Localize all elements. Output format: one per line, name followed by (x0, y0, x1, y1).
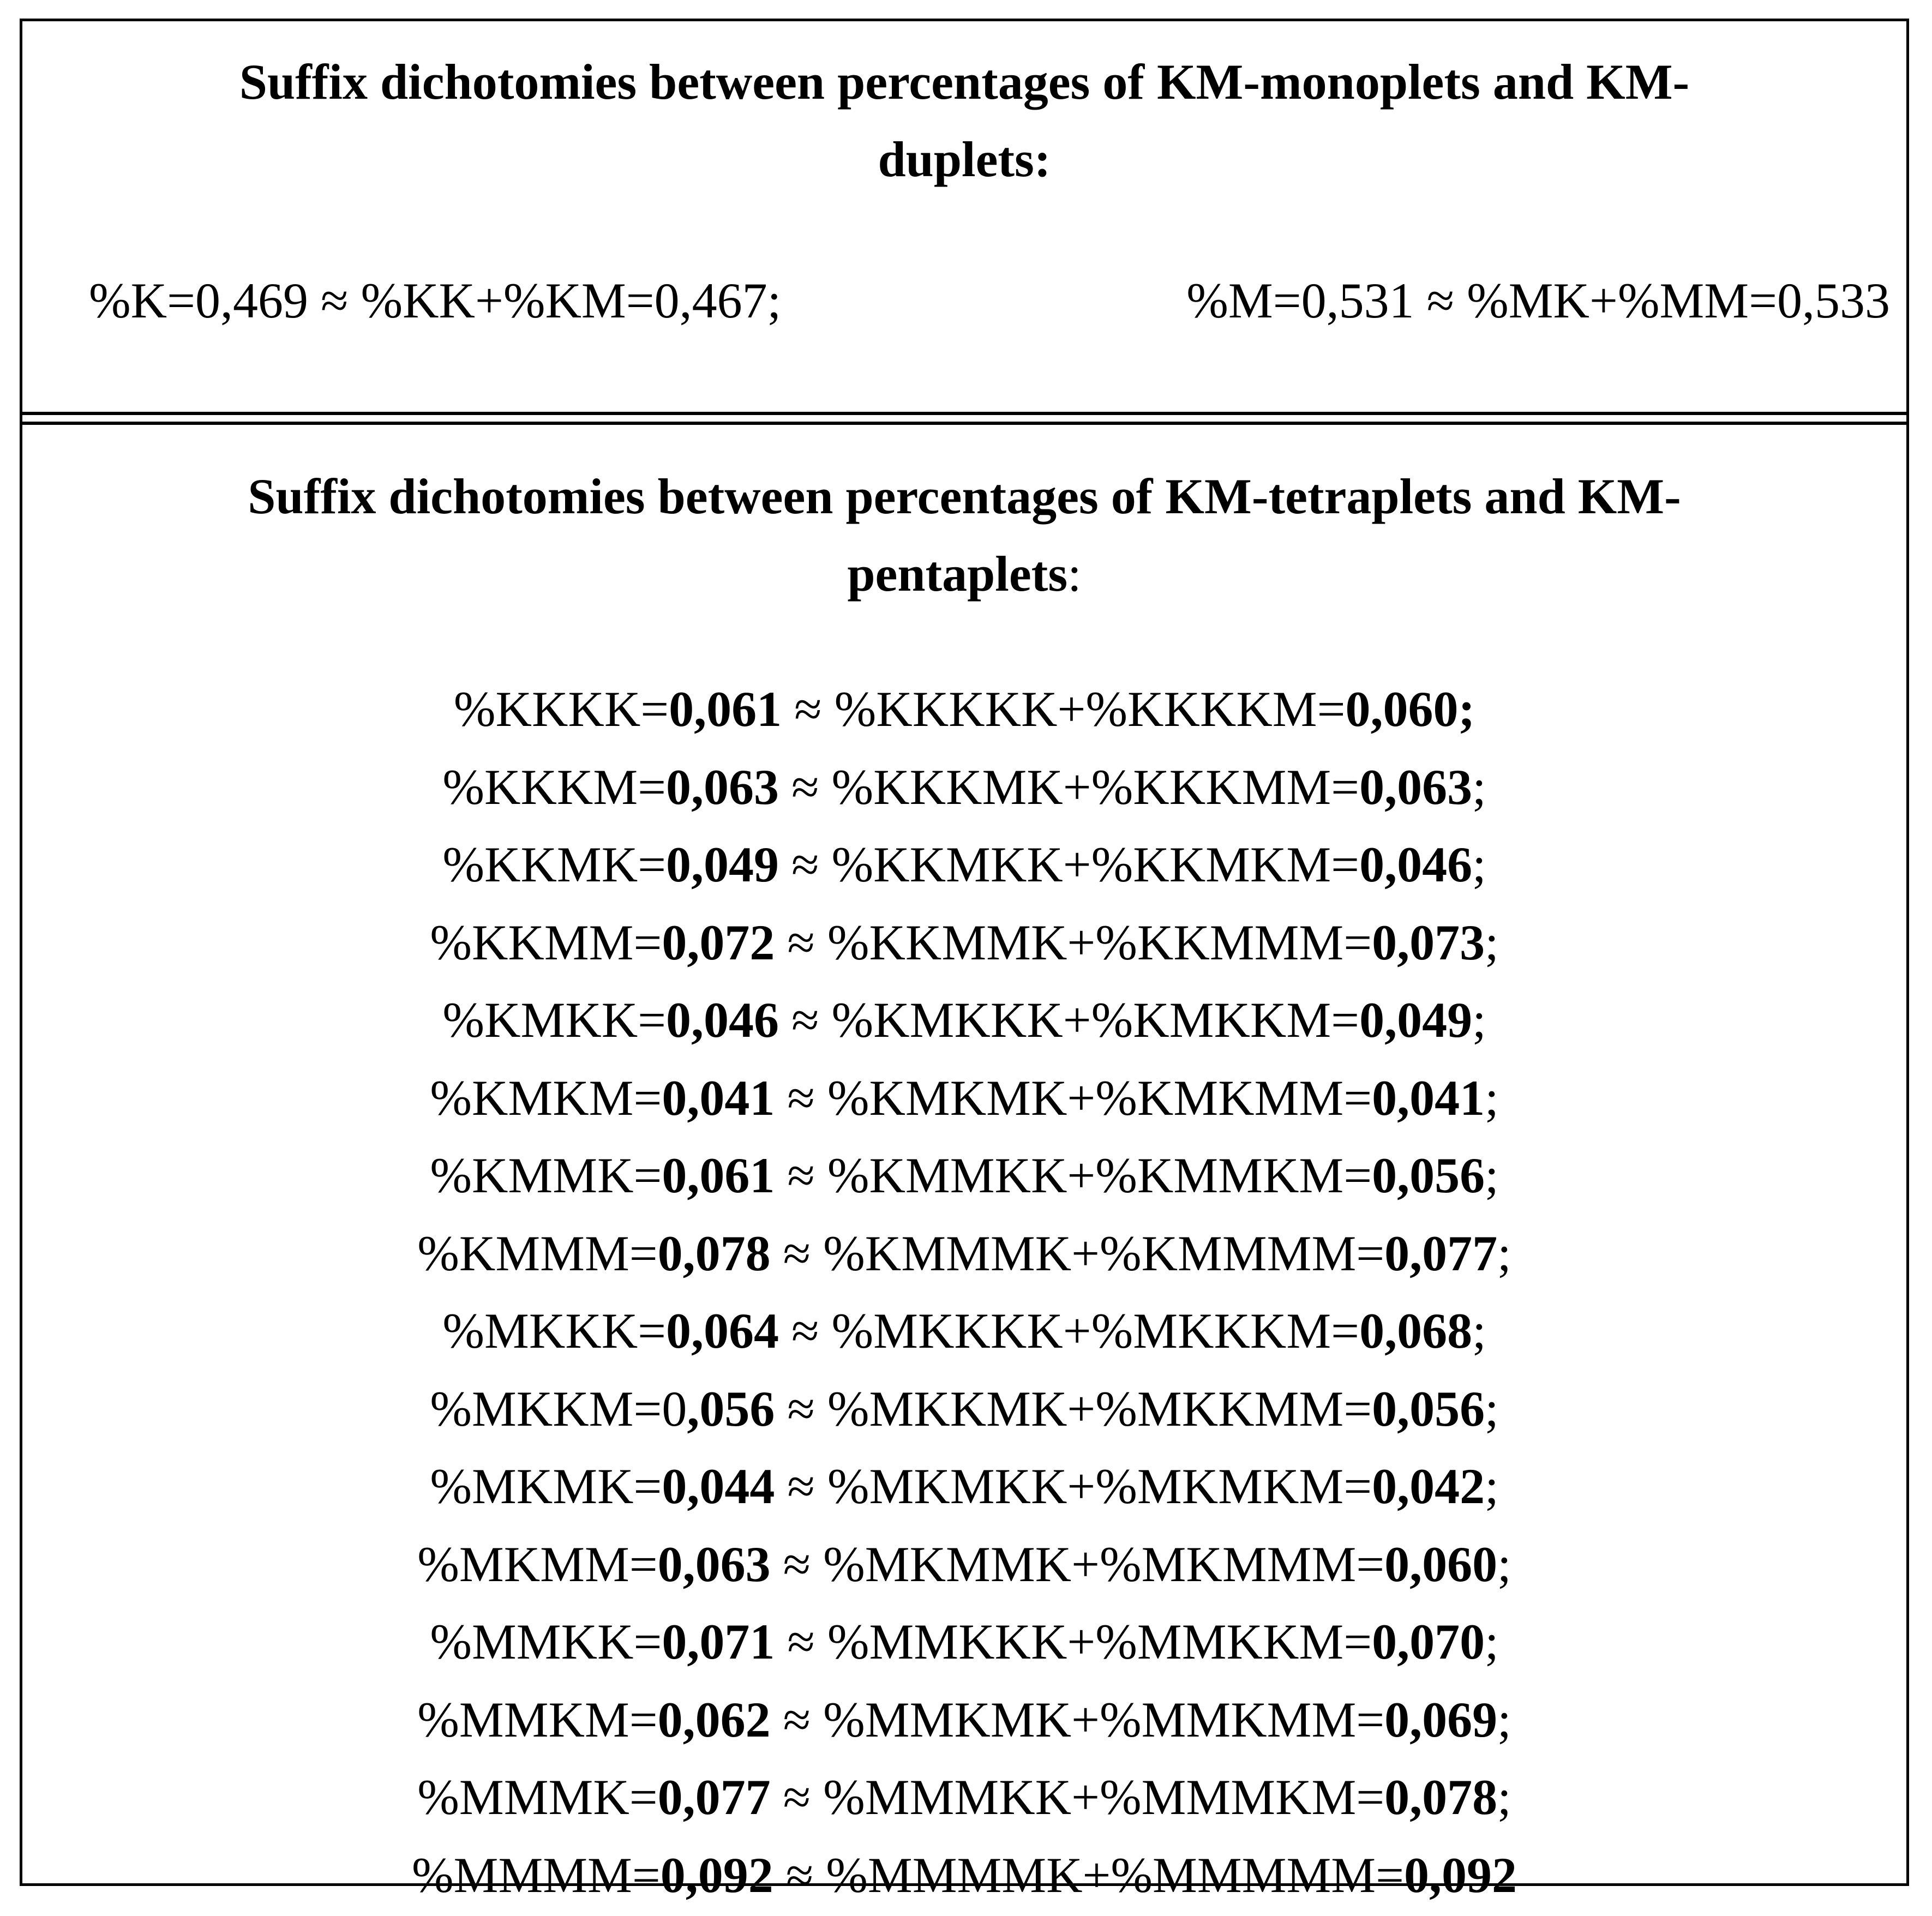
approx-symbol: ≈ (787, 1070, 815, 1126)
pentaplets-heading-line2 (22, 535, 1906, 612)
pentaplets-heading-word: pentaplets (847, 546, 1068, 602)
formula-end: ; (1497, 1769, 1511, 1825)
formula-rhs-value: 0,070 (1372, 1614, 1485, 1669)
formula-lhs-value: 0,046 (666, 992, 779, 1048)
formula-end: ; (1472, 837, 1486, 892)
formula-rhs-value: 0,056 (1372, 1148, 1485, 1203)
formula-lhs: %KKKM= (442, 759, 667, 815)
formula-lhs: %MMKM= (417, 1691, 658, 1747)
formula-row (22, 1447, 1906, 1525)
formula-lhs-value: 0,092 (660, 1847, 773, 1903)
formula-rhs-value: 0,068 (1359, 1303, 1473, 1359)
approx-symbol: ≈ (787, 914, 815, 970)
formula-rhs: %KMKMK+%KMKMM= (827, 1070, 1372, 1126)
formula-end: ; (1485, 914, 1499, 970)
formula-rhs: %MKMMK+%MKMMM= (823, 1536, 1385, 1592)
formula-lhs: %KMKM= (430, 1070, 662, 1126)
approx-symbol: ≈ (787, 1458, 815, 1514)
formula-row (22, 1292, 1906, 1370)
formula-rhs: %KKMKK+%KKMKM= (831, 837, 1360, 892)
formula-lhs: %MMMM= (412, 1847, 661, 1903)
formula-lhs-value: 0,061 (662, 1148, 775, 1203)
formula-lhs: %MKKK= (442, 1303, 667, 1359)
formula-rhs-value: 0,077 (1384, 1225, 1498, 1281)
formula-rhs-value: 0,078 (1384, 1769, 1498, 1825)
formula-row (22, 1836, 1906, 1914)
formula-list (22, 670, 1906, 1914)
approx-symbol: ≈ (791, 759, 819, 815)
formula-end: ; (1472, 992, 1486, 1048)
approx-symbol: ≈ (783, 1691, 811, 1747)
formula-row (22, 748, 1906, 826)
formula-rhs: %KMMMK+%KMMMM= (823, 1225, 1385, 1281)
approx-symbol: ≈ (783, 1225, 811, 1281)
formula-row (22, 904, 1906, 982)
formula-rhs: %KKMMK+%KKMMM= (827, 914, 1372, 970)
formula-lhs-value: 0,049 (666, 837, 779, 892)
formula-rhs-value: 0,060 (1384, 1536, 1498, 1592)
formula-row (22, 1059, 1906, 1137)
formula-row (22, 1681, 1906, 1759)
formula-lhs-value: 0,071 (662, 1614, 775, 1669)
duplets-heading-line2: duplets: (878, 131, 1051, 187)
formula-end: ; (1485, 1148, 1499, 1203)
formula-rhs: %KKKKK+%KKKKM= (834, 681, 1346, 737)
formula-row (22, 1603, 1906, 1681)
formula-lhs: %KMMM= (417, 1225, 658, 1281)
formula-rhs: %MMMMK+%MMMMM= (826, 1847, 1404, 1903)
formula-rhs-value: 0,049 (1359, 992, 1473, 1048)
pentaplets-heading (22, 458, 1906, 612)
formula-rhs-value: 0,042 (1372, 1458, 1485, 1514)
pentaplets-heading-line1: Suffix dichotomies between percentages of KM-tetraplets and KM- (248, 469, 1681, 524)
formula-rhs-value: 0,041 (1372, 1070, 1485, 1126)
approx-symbol: ≈ (791, 992, 819, 1048)
formula-rhs: %MKKMK+%MKKMM= (827, 1380, 1372, 1437)
formula-row (22, 1525, 1906, 1603)
formula-row (22, 1215, 1906, 1293)
formula-lhs-value: 0,063 (666, 759, 779, 815)
formula-lhs: %KMMK= (430, 1148, 662, 1203)
table-frame (20, 19, 1909, 1903)
formula-rhs: %KKKMK+%KKKMM= (831, 759, 1360, 815)
formula-rhs: %KMKKK+%KMKKM= (831, 992, 1360, 1048)
formula-row (22, 670, 1906, 748)
formula-rhs: %MKMKK+%MKMKM= (827, 1458, 1372, 1514)
formula-rhs: %MMKKK+%MMKKM= (827, 1614, 1372, 1669)
approx-symbol: ≈ (783, 1769, 811, 1825)
formula-rhs: %MKKKK+%MKKKM= (831, 1303, 1360, 1359)
formula-lhs-value: 0,072 (662, 914, 775, 970)
formula-end: ; (1485, 1380, 1499, 1437)
approx-symbol: ≈ (785, 1847, 814, 1903)
formula-end: ; (1485, 1458, 1499, 1514)
formula-lhs: %MMMK= (417, 1769, 658, 1825)
duplets-section (22, 21, 1906, 412)
formula-lhs-value: ,056 (687, 1380, 775, 1437)
formula-row (22, 1758, 1906, 1836)
approx-symbol: ≈ (794, 681, 822, 737)
formula-rhs-value: 0,069 (1384, 1691, 1498, 1747)
formula-rhs-value: 0,073 (1372, 914, 1485, 970)
formula-end: ; (1497, 1691, 1511, 1747)
section-divider-lower (22, 422, 1906, 425)
monoplet-m-formula: %M=0,531 ≈ %MK+%MM=0,533 (1186, 273, 1890, 328)
formula-end: ; (1485, 1614, 1499, 1669)
approx-symbol: ≈ (787, 1380, 815, 1437)
formula-row (22, 981, 1906, 1059)
formula-end: ; (1497, 1536, 1511, 1592)
formula-lhs-value: 0,077 (657, 1769, 771, 1825)
formula-lhs-value: 0,041 (662, 1070, 775, 1126)
formula-rhs-value: 0,060; (1345, 681, 1475, 737)
formula-lhs: %KMKK= (442, 992, 667, 1048)
monoplet-k-formula: %K=0,469 ≈ %KK+%KM=0,467; (89, 273, 782, 328)
pentaplets-section (22, 430, 1906, 1903)
formula-end: ; (1485, 1070, 1499, 1126)
duplets-heading-line1: Suffix dichotomies between percentages of KM-monoplets and KM- (239, 54, 1690, 110)
approx-symbol: ≈ (783, 1536, 811, 1592)
formula-lhs-value: 0,078 (657, 1225, 771, 1281)
formula-lhs-value: 0,061 (669, 681, 782, 737)
formula-row (22, 826, 1906, 904)
formula-end: ; (1472, 759, 1486, 815)
pentaplets-heading-colon: : (1067, 546, 1082, 602)
formula-row (22, 1137, 1906, 1215)
section-divider-upper (22, 412, 1906, 415)
formula-lhs-value: 0,064 (666, 1303, 779, 1359)
formula-end: ; (1497, 1225, 1511, 1281)
formula-lhs: %MKMM= (417, 1536, 658, 1592)
formula-end: ; (1472, 1303, 1486, 1359)
formula-rhs-value: 0,092 (1403, 1847, 1517, 1903)
formula-rhs: %MMKMK+%MMKMM= (823, 1691, 1385, 1747)
approx-symbol: ≈ (791, 837, 819, 892)
formula-rhs: %MMMKK+%MMMKM= (823, 1769, 1385, 1825)
formula-rhs-value: 0,063 (1359, 759, 1473, 815)
formula-lhs: %MMKK= (430, 1614, 662, 1669)
formula-lhs: %KKMM= (430, 914, 662, 970)
approx-symbol: ≈ (791, 1303, 819, 1359)
formula-lhs: %KKMK= (442, 837, 667, 892)
formula-lhs: %MKMK= (430, 1458, 662, 1514)
formula-rhs: %KMMKK+%KMMKM= (827, 1148, 1372, 1203)
formula-rhs-value: 0,056 (1372, 1380, 1485, 1437)
formula-row (22, 1370, 1906, 1448)
formula-lhs: %KKKK= (453, 681, 669, 737)
formula-lhs-value: 0,062 (657, 1691, 771, 1747)
formula-lhs-value: 0,044 (662, 1458, 775, 1514)
duplets-heading (22, 43, 1906, 198)
formula-lhs: %MKKM=0 (430, 1380, 687, 1437)
formula-rhs-value: 0,046 (1359, 837, 1473, 892)
approx-symbol: ≈ (787, 1614, 815, 1669)
formula-lhs-value: 0,063 (657, 1536, 771, 1592)
approx-symbol: ≈ (787, 1148, 815, 1203)
